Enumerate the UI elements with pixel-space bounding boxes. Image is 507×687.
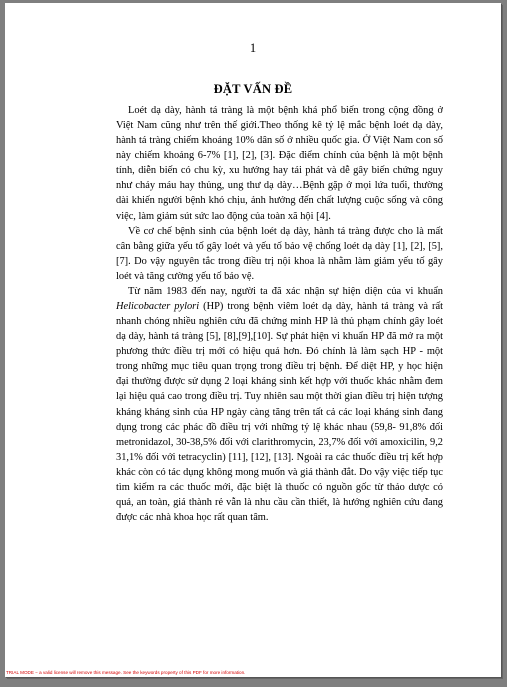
- document-page: [5, 3, 501, 677]
- text-line: như chảy máu hay thủng, ung thư dạ dày…Bệnh gặp ở mọi lứa tuổi, thường: [116, 180, 443, 192]
- text-line: nhanh chóng nhiều nghiên cứu đã chứng minh HP là thủ phạm chính gây loét: [116, 316, 443, 328]
- text-line: phương thức điều trị mới có hiệu quả hơn. Đó chính là làm sạch HP - một: [116, 346, 443, 358]
- document-title: ĐẶT VẤN ĐỀ: [213, 82, 293, 96]
- text-line: dạ dày, hành tá tràng [5], [8],[9],[10]. Sự phát hiện vi khuẩn HP đã mở ra một: [116, 331, 443, 343]
- text-line: quả, an toàn, giá thành rẻ vẫn là nhu cầu cần thiết, là hướng nghiên cứu đang: [116, 497, 443, 509]
- text-line: 31,1% đối với tetracyclin) [11], [12], [13]. Ngoài ra các thuốc điều trị kết hợp: [116, 451, 443, 463]
- text-line: tìm kiếm ra các thuốc mới, đặc biệt là thuốc có nguồn gốc từ thảo dược có: [116, 481, 443, 493]
- text-line: metronidazol, 30-38,5% đối với clarithromycin, 23,7% đối với amoxicilin, 9,2: [116, 436, 443, 448]
- text-line: dụng trong các phác đồ điều trị với những tỷ lệ khác nhau (59,8- 91,8% đối: [116, 421, 443, 433]
- text-line: [116, 299, 443, 314]
- text-line: hành tá tràng chiếm khoảng 10% dân số ở nhiều quốc gia. Ở Việt Nam con số: [116, 135, 443, 147]
- text-line: [7]. Do vậy nguyên tắc trong điều trị nội khoa là nhằm làm giảm yếu tố gây: [116, 255, 443, 267]
- text-line: Loét dạ dày, hành tá tràng là một bệnh khá phổ biến trong cộng đồng ở: [128, 105, 443, 116]
- text-line: khác còn có tác dụng không mong muốn và giá thành đắt. Do vậy việc tiếp tục: [116, 466, 443, 478]
- text-line: được các nhà khoa học rất quan tâm.: [116, 512, 269, 524]
- text-line: trong những mục tiêu quan trọng trong điều trị bệnh. Để diệt HP, y học hiện: [116, 361, 443, 373]
- text-line: lại hiệu quả cao trong điều trị. Tuy nhiên sau một thời gian điều trị hiện tượng: [116, 391, 443, 403]
- text-line: cân bằng giữa yếu tố gây loét và yếu tố bảo vệ chống loét dạ dày [1], [2], [5],: [116, 240, 443, 252]
- text-line: kháng kháng sinh của HP ngày càng tăng trên tất cả các loại kháng sinh đang: [116, 406, 443, 418]
- text-line: này chiếm khoảng 6-7% [1], [2], [3]. Đặc điểm chính của bệnh là một bệnh: [116, 150, 443, 162]
- trial-mode-notice: TRIAL MODE − a valid license will remove this message. See the keywords property of this PDF for more information.: [6, 670, 246, 675]
- body-text: [116, 103, 443, 525]
- species-name: Helicobacter pylori: [116, 301, 200, 313]
- text-line: Từ năm 1983 đến nay, người ta đã xác nhận sự hiện diện của vi khuẩn: [128, 285, 443, 297]
- text-line: việc, làm giảm sút sức lao động của toàn xã hội [4].: [116, 210, 331, 222]
- page-number: 1: [249, 41, 257, 55]
- text-line: dài khiến người bệnh khó chịu, ảnh hưởng đến chất lượng cuộc sống và công: [116, 195, 443, 207]
- line-text: (HP) trong bệnh viêm loét dạ dày, hành tá tràng và rất: [199, 301, 443, 313]
- text-line: Về cơ chế bệnh sinh của bệnh loét dạ dày, hành tá tràng được cho là mất: [128, 225, 443, 237]
- text-line: Việt Nam cũng như trên thế giới.Theo thống kê tỷ lệ mắc bệnh loét dạ dày,: [116, 120, 443, 132]
- text-line: tính, diễn biến có chu kỳ, xu hướng hay tái phát và dễ gây biến chứng nguy: [116, 165, 443, 177]
- text-line: đại thường được sử dụng 2 loại kháng sinh kết hợp với thuốc khác nhằm đem: [116, 376, 443, 388]
- text-line: loét và tăng cường yếu tố bảo vệ.: [116, 270, 255, 282]
